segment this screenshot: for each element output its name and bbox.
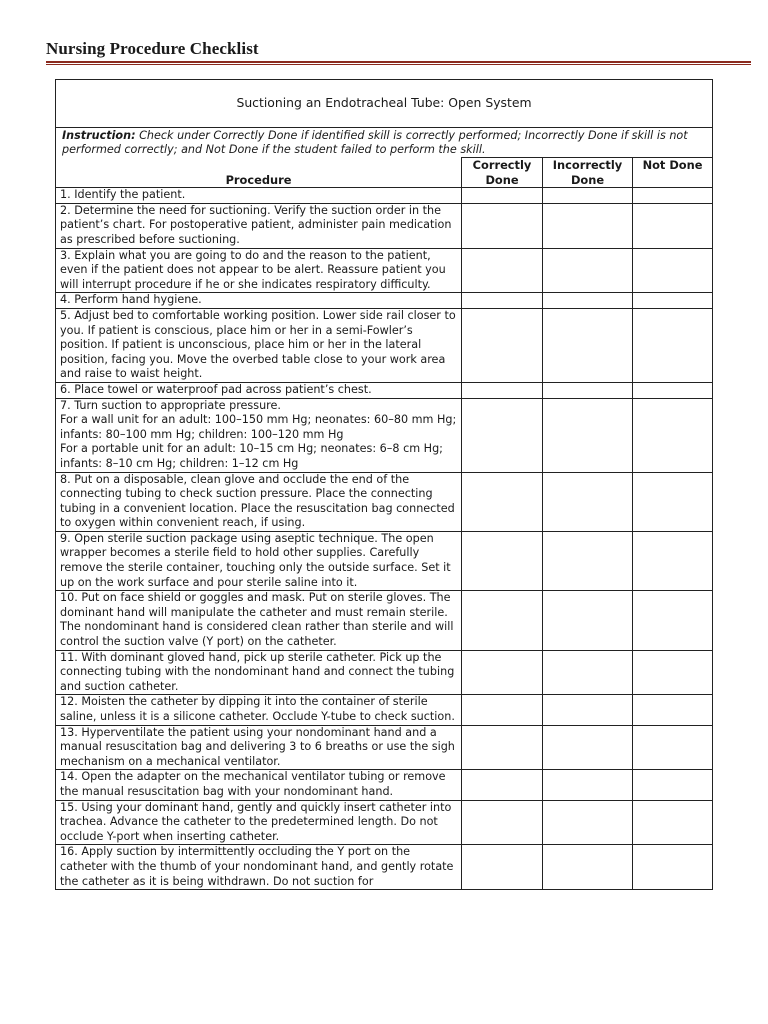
incorrectly-done-cell[interactable] bbox=[543, 845, 633, 890]
instruction-text: Check under Correctly Done if identified skill is correctly performed; Incorrectly Done if skill is not performed correctly; and Not Done if the student failed to perform the skill. bbox=[62, 129, 688, 157]
step-text: 4. Perform hand hygiene. bbox=[56, 293, 462, 309]
step-text: 1. Identify the patient. bbox=[56, 188, 462, 204]
correctly-done-line1: Correctly bbox=[472, 158, 532, 173]
step-row bbox=[56, 845, 713, 890]
checklist-title: Suctioning an Endotracheal Tube: Open System bbox=[56, 80, 713, 128]
header-rule-thin bbox=[46, 64, 751, 65]
correctly-done-cell[interactable] bbox=[462, 650, 543, 695]
not-done-cell[interactable] bbox=[633, 770, 713, 800]
step-row bbox=[56, 770, 713, 800]
correctly-done-cell[interactable] bbox=[462, 293, 543, 309]
correctly-done-cell[interactable] bbox=[462, 770, 543, 800]
incorrectly-done-cell[interactable] bbox=[543, 650, 633, 695]
correctly-done-cell[interactable] bbox=[462, 845, 543, 890]
not-done-cell[interactable] bbox=[633, 188, 713, 204]
step-text: 5. Adjust bed to comfortable working position. Lower side rail closer to you. If patient is conscious, place him or her in a semi-Fowler’s position. If patient is unconscious, place him or her in the lateral position, facing you. Move the overbed table close to your work area and raise to waist height. bbox=[56, 308, 462, 382]
not-done-cell[interactable] bbox=[633, 845, 713, 890]
step-text: 3. Explain what you are going to do and the reason to the patient, even if the patient does not appear to be alert. Reassure patient you will interrupt procedure if he or she indicates respiratory difficulty. bbox=[56, 248, 462, 293]
not-done-cell[interactable] bbox=[633, 203, 713, 248]
step-text: 2. Determine the need for suctioning. Verify the suction order in the patient’s chart. For postoperative patient, administer pain medication as prescribed before suctioning. bbox=[56, 203, 462, 248]
correctly-done-cell[interactable] bbox=[462, 472, 543, 531]
instruction-row bbox=[56, 128, 713, 158]
correctly-done-cell[interactable] bbox=[462, 203, 543, 248]
column-header-row bbox=[56, 158, 713, 188]
correctly-done-column-header bbox=[462, 158, 543, 188]
incorrectly-done-cell[interactable] bbox=[543, 770, 633, 800]
step-row bbox=[56, 398, 713, 472]
incorrectly-done-cell[interactable] bbox=[543, 248, 633, 293]
incorrectly-done-line2: Done bbox=[570, 172, 605, 187]
step-text: 6. Place towel or waterproof pad across patient’s chest. bbox=[56, 382, 462, 398]
correctly-done-cell[interactable] bbox=[462, 398, 543, 472]
step-row bbox=[56, 188, 713, 204]
incorrectly-done-cell[interactable] bbox=[543, 531, 633, 590]
correctly-done-cell[interactable] bbox=[462, 308, 543, 382]
step-text: 12. Moisten the catheter by dipping it into the container of sterile saline, unless it is a silicone catheter. Occlude Y-tube to check suction. bbox=[56, 695, 462, 725]
correctly-done-cell[interactable] bbox=[462, 695, 543, 725]
incorrectly-done-cell[interactable] bbox=[543, 591, 633, 650]
instruction bbox=[56, 128, 713, 158]
step-text: 14. Open the adapter on the mechanical ventilator tubing or remove the manual resuscitation bag with your nondominant hand. bbox=[56, 770, 462, 800]
not-done-cell[interactable] bbox=[633, 800, 713, 845]
step-text: 16. Apply suction by intermittently occluding the Y port on the catheter with the thumb of your nondominant hand, and gently rotate the catheter as it is being withdrawn. Do not suction for bbox=[56, 845, 462, 890]
page-header bbox=[46, 39, 751, 65]
incorrectly-done-cell[interactable] bbox=[543, 472, 633, 531]
correctly-done-cell[interactable] bbox=[462, 800, 543, 845]
page-title: Nursing Procedure Checklist bbox=[46, 39, 259, 58]
not-done-cell[interactable] bbox=[633, 398, 713, 472]
incorrectly-done-cell[interactable] bbox=[543, 800, 633, 845]
incorrectly-done-cell[interactable] bbox=[543, 203, 633, 248]
correctly-done-line2: Done bbox=[485, 172, 519, 187]
step-row bbox=[56, 248, 713, 293]
not-done-cell[interactable] bbox=[633, 248, 713, 293]
incorrectly-done-cell[interactable] bbox=[543, 695, 633, 725]
not-done-cell[interactable] bbox=[633, 725, 713, 770]
step-text: 8. Put on a disposable, clean glove and occlude the end of the connecting tubing to check suction pressure. Place the connecting tubing in a convenient location. Place the resuscitation bag connected to oxygen within convenient reach, if using. bbox=[56, 472, 462, 531]
incorrectly-done-line1: Incorrectly bbox=[552, 158, 623, 173]
incorrectly-done-cell[interactable] bbox=[543, 188, 633, 204]
not-done-cell[interactable] bbox=[633, 591, 713, 650]
step-row bbox=[56, 203, 713, 248]
not-done-cell[interactable] bbox=[633, 695, 713, 725]
step-text: 15. Using your dominant hand, gently and quickly insert catheter into trachea. Advance the catheter to the predetermined length. Do not occlude Y-port when inserting catheter. bbox=[56, 800, 462, 845]
not-done-column-header: Not Done bbox=[633, 158, 713, 188]
incorrectly-done-column-header bbox=[543, 158, 633, 188]
incorrectly-done-cell[interactable] bbox=[543, 293, 633, 309]
correctly-done-cell[interactable] bbox=[462, 248, 543, 293]
not-done-cell[interactable] bbox=[633, 531, 713, 590]
step-text: 13. Hyperventilate the patient using your nondominant hand and a manual resuscitation bag and delivering 3 to 6 breaths or use the sigh mechanism on a mechanical ventilator. bbox=[56, 725, 462, 770]
checklist-table bbox=[55, 79, 713, 890]
step-text: 11. With dominant gloved hand, pick up sterile catheter. Pick up the connecting tubing with the nondominant hand and connect the tubing and suction catheter. bbox=[56, 650, 462, 695]
step-row bbox=[56, 531, 713, 590]
step-row bbox=[56, 308, 713, 382]
not-done-cell[interactable] bbox=[633, 382, 713, 398]
step-row bbox=[56, 382, 713, 398]
step-row bbox=[56, 472, 713, 531]
not-done-cell[interactable] bbox=[633, 472, 713, 531]
title-row bbox=[56, 80, 713, 128]
step-row bbox=[56, 293, 713, 309]
step-row bbox=[56, 591, 713, 650]
incorrectly-done-cell[interactable] bbox=[543, 725, 633, 770]
not-done-cell[interactable] bbox=[633, 650, 713, 695]
step-text: 7. Turn suction to appropriate pressure. For a wall unit for an adult: 100–150 mm Hg; neonates: 60–80 mm Hg; infants: 80–100 mm Hg; children: 100–120 mm Hg For a portable unit for an adult: 10–15 cm Hg; neonates: 6–8 cm Hg; infants: 8–10 cm Hg; children: 1–12 cm Hg bbox=[56, 398, 462, 472]
procedure-column-header: Procedure bbox=[56, 158, 462, 188]
not-done-cell[interactable] bbox=[633, 293, 713, 309]
step-row bbox=[56, 800, 713, 845]
step-row bbox=[56, 695, 713, 725]
correctly-done-cell[interactable] bbox=[462, 591, 543, 650]
correctly-done-cell[interactable] bbox=[462, 382, 543, 398]
not-done-cell[interactable] bbox=[633, 308, 713, 382]
step-text: 10. Put on face shield or goggles and mask. Put on sterile gloves. The dominant hand will manipulate the catheter and must remain sterile. The nondominant hand is considered clean rather than sterile and will control the suction valve (Y port) on the catheter. bbox=[56, 591, 462, 650]
correctly-done-cell[interactable] bbox=[462, 531, 543, 590]
incorrectly-done-cell[interactable] bbox=[543, 308, 633, 382]
step-text: 9. Open sterile suction package using aseptic technique. The open wrapper becomes a sterile field to hold other supplies. Carefully remove the sterile container, touching only the outside surface. Set it up on the work surface and pour sterile saline into it. bbox=[56, 531, 462, 590]
incorrectly-done-cell[interactable] bbox=[543, 382, 633, 398]
step-row bbox=[56, 650, 713, 695]
instruction-label: Instruction: bbox=[62, 129, 136, 142]
correctly-done-cell[interactable] bbox=[462, 725, 543, 770]
step-row bbox=[56, 725, 713, 770]
incorrectly-done-cell[interactable] bbox=[543, 398, 633, 472]
correctly-done-cell[interactable] bbox=[462, 188, 543, 204]
header-rule bbox=[46, 61, 751, 63]
